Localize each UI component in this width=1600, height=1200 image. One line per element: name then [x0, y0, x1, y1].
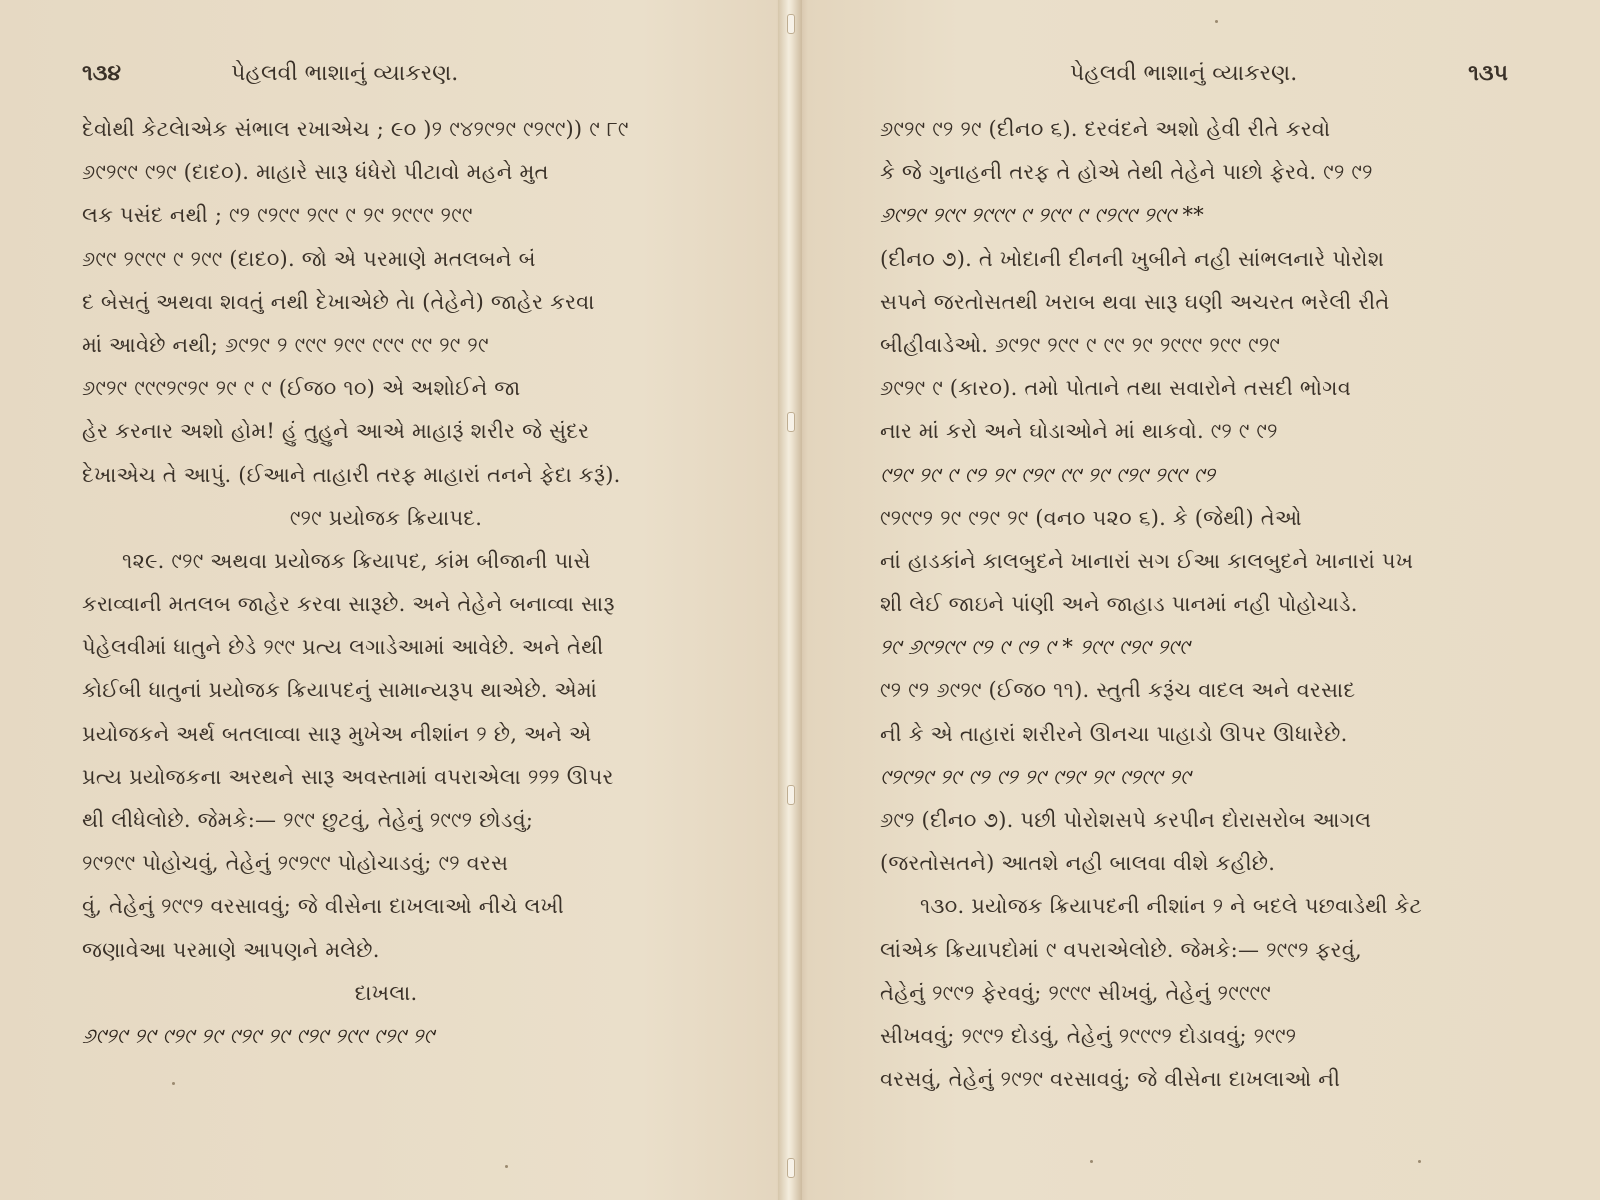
- text-line: દેખાએચ તે આપું. (ઈઆને તાહારી તરફ માહારાં તનને ફેદા કરૂં).: [82, 462, 621, 487]
- text-line: ୯୨୯୯୨ ୨୯ ୯୨୯ ୨୯ (વન૦ ૫૨૦ ૬). કે (જેથી) તેઓ: [880, 505, 1302, 530]
- book-gutter: [778, 0, 802, 1200]
- text-line: માં આવેછે નથી; ୬୯୨୯ ୨ ୯୯୯ ୨୯୯ ୯୯୯ ୯୯ ୨୯ ୨୯: [82, 332, 489, 357]
- text-line: ୨୯୨୯୯ પોહોચવું, તેહેનું ୨୯୨୯୯ પોહોચાડવું; ୯୨ વરસ: [82, 851, 509, 876]
- text-line: શી લેઈ જાઇને પાંણી અને જાહાડ પાનમાં નહી પોહોચાડે.: [880, 592, 1358, 617]
- text-line: હેર કરનાર અશો હોમ! હું તુહુને આએ માહારૂં શરીર જે સુંદર: [82, 419, 590, 444]
- text-line: વરસવું, તેહેનું ୨୯୨୯ વરસાવવું; જે વીસેના દાખલાઓ ની: [880, 1067, 1341, 1092]
- text-line: દ બેસતું અથવા શવતું નથી દેખાએછે તેા (તેહેને) જાહેર કરવા: [82, 289, 595, 314]
- text-line: (જરતોસતને) આતશે નહી બાલવા વીશે કહીછે.: [880, 851, 1276, 876]
- text-line: કોઈબી ધાતુનાં પ્રયોજક ક્રિયાપદનું સામાન્યરૂપ થાએછે. એમાં: [82, 678, 598, 703]
- pahlavi-line: ୯୨୯ ୨୯ ୯ ୯୨ ୨୯ ୯୨୯ ୯୯ ୨୯ ୯୨୯ ୨୯୯ ୯୨: [880, 462, 1215, 487]
- left-page: [0, 0, 780, 1200]
- text-line: ୬୯୨୯ ୯୨ ୨୯ (દીન૦ ૬). દરવંદને અશો હેવી રીતે કરવો: [880, 117, 1331, 141]
- paper-speck: [505, 1165, 508, 1168]
- binding-stitch: [787, 412, 795, 432]
- right-page-body: [880, 108, 1508, 1101]
- right-page-header: [880, 60, 1508, 100]
- text-line: (દીન૦ ૭). તે ખોદાની દીનની ખુબીને નહી સાંભલનારે પોરોશ: [880, 246, 1385, 271]
- text-line: ୬୯୨୯ ୯ (કાર૦). તમો પોતાને તથા સવારોને તસદી ભોગવ: [880, 376, 1351, 401]
- text-line: સપને જરતોસતથી ખરાબ થવા સારૂ ઘણી અચરત ભરેલી રીતે: [880, 289, 1390, 314]
- text-line: સીખવવું; ୨୯୯୨ દોડવું, તેહેનું ୨୯୯୯୨ દોડાવવું; ୨୯୯୨: [880, 1023, 1297, 1048]
- examples-heading: દાખલા.: [354, 980, 418, 1005]
- text-line: લક પસંદ નથી ; ୯୨ ୯୨୯୯ ୨୯୯ ୯ ୨୯ ୨୯୯୯ ୨୯୯: [82, 203, 473, 228]
- pahlavi-line: ୬୯୨୯ ୨୯ ୯୨୯ ୨୯ ୯୨୯ ୨୯ ୯୨୯ ୨୯୯ ୯୨୯ ୨୯: [82, 1023, 435, 1048]
- text-line: બીહીવાડેઓ. ୬୯୨୯ ୨୯୯ ୯ ୯୯ ୨୯ ୨୯୯୯ ୨୯୯ ୯୨୯: [880, 332, 1281, 357]
- text-line: પેહેલવીમાં ધાતુને છેડે ୨୯୯ પ્રત્ય લગાડેઆમાં આવેછે. અને તેથી: [82, 635, 604, 660]
- text-line: ୬୯୨ (દીન૦ ૭). પછી પોરોશસપે કરપીન દોરાસરોબ આગલ: [880, 808, 1372, 832]
- text-line: કરાવ્વાની મતલબ જાહેર કરવા સારૂછે. અને તેહેને બનાવ્વા સારૂ: [82, 592, 615, 617]
- section-heading: ୯୨୯ પ્રયોજક ક્રિયાપદ.: [289, 505, 483, 530]
- text-line: વું, તેહેનું ୨୯୯୨ વરસાવવું; જે વીસેના દાખલાઓ નીચે લખી: [82, 894, 565, 919]
- text-line: તેહેનું ୨୯୯୨ ફેરવવું; ୨୯୯୯ સીખવું, તેહેનું ୨୯୯୯୯: [880, 980, 1271, 1005]
- text-line: ୬୯୨୯୯ ୯୨୯ (દાદ૦). માહારે સારૂ ધંધેરો પીટાવો મહને મુત: [82, 160, 549, 185]
- text-line: થી લીધેલોછે. જેમકે:— ୨୯୯ છુટવું, તેહેનું ୨୯୯୨ છોડવું;: [82, 808, 534, 832]
- text-line: ୯୨ ୯୨ ୬୯୨୯ (ઈજ૦ ૧૧). સ્તુતી કરૂંચ વાદલ અને વરસાદ: [880, 678, 1356, 703]
- text-line: પ્રત્ય પ્રયોજકના અરથને સારૂ અવસ્તામાં વપરાએલા ୨୨୨ ઊપર: [82, 764, 614, 789]
- pahlavi-line: ୬୯୨୯ ୨୯୯ ୨୯୯୯ ୯ ୨୯୯ ୯ ୯୨୯୯ ୨୯୯ **: [880, 203, 1204, 228]
- left-page-body: [82, 108, 690, 1058]
- binding-stitch: [787, 1158, 795, 1178]
- binding-stitch: [787, 785, 795, 805]
- left-page-header: [82, 60, 690, 100]
- paragraph-start: ૧૩૦. પ્રયોજક ક્રિયાપદની નીશાંન ୨ ને બદલે પછવાડેથી કેટ: [920, 894, 1422, 919]
- text-line: નાં હાડકાંને કાલબુદને ખાનારાં સગ ઈઆ કાલબુદને ખાનારાં પખ: [880, 548, 1414, 573]
- text-line: દેવોથી કેટલેાએક સંભાલ રખાએચ ; ૯૦ )୨ ୯୪୨୯୨୯ ୯୨୯୯)) ୯ ୮୯: [82, 117, 629, 141]
- text-line: લાંએક ક્રિયાપદોમાં ୯ વપરાએલોછે. જેમકે:— ୨୯୯୨ ફરવું,: [880, 937, 1362, 962]
- text-line: ୬୯୨୯ ୯୯୯୨୯୨୯ ୨୯ ୯ ୯ (ઈજ૦ ૧૦) એ અશોઈને જા: [82, 376, 521, 401]
- paper-speck: [1418, 1160, 1421, 1163]
- paragraph-start: ૧૨૯. ୯୨୯ અથવા પ્રયોજક ક્રિયાપદ, કાંમ બીજાની પાસે: [122, 548, 591, 573]
- text-line: પ્રયોજકને અર્થ બતલાવ્વા સારૂ મુખેઅ નીશાંન ୨ છે, અને એ: [82, 721, 592, 746]
- paper-speck: [1215, 20, 1218, 23]
- page-number: ૧૩૫: [1468, 60, 1508, 86]
- binding-stitch: [787, 14, 795, 34]
- running-head: પેહલવી ભાશાનું વ્યાકરણ.: [231, 61, 459, 86]
- text-line: નાર માં કરો અને ઘોડાઓને માં થાકવો. ୯୨ ୯ ୯୨: [880, 419, 1278, 444]
- text-line: જણાવેઆ પરમાણે આપણને મલેછે.: [82, 937, 380, 962]
- paper-speck: [1090, 1160, 1093, 1163]
- paper-speck: [172, 1082, 175, 1085]
- right-page: [800, 0, 1600, 1200]
- text-line: ୬୯୯ ୨୯୯୯ ୯ ୨୯୯ (દાદ૦). જો એ પરમાણે મતલબને બં: [82, 246, 536, 271]
- page-number: ૧૩૪: [82, 60, 122, 86]
- text-line: ની કે એ તાહારાં શરીરને ઊનચા પાહાડો ઊપર ઊધારેછે.: [880, 721, 1348, 746]
- pahlavi-line: ୯୨୯୨୯ ୨୯ ୯୨ ୯୨ ୨୯ ୯୨୯ ୨୯ ୯୨୯୯ ୨୯: [880, 764, 1191, 789]
- text-line: કે જે ગુનાહની તરફ તે હોએ તેથી તેહેને પાછો ફેરવે. ୯୨ ୯୨: [880, 160, 1373, 185]
- running-head: પેહલવી ભાશાનું વ્યાકરણ.: [1070, 61, 1298, 86]
- pahlavi-line: ୨୯ ୬୯୨୯୯ ୯୨ ୯ ୯୨ ୯ * ୨୯୯ ୯୨୯ ୨୯୯: [880, 635, 1190, 660]
